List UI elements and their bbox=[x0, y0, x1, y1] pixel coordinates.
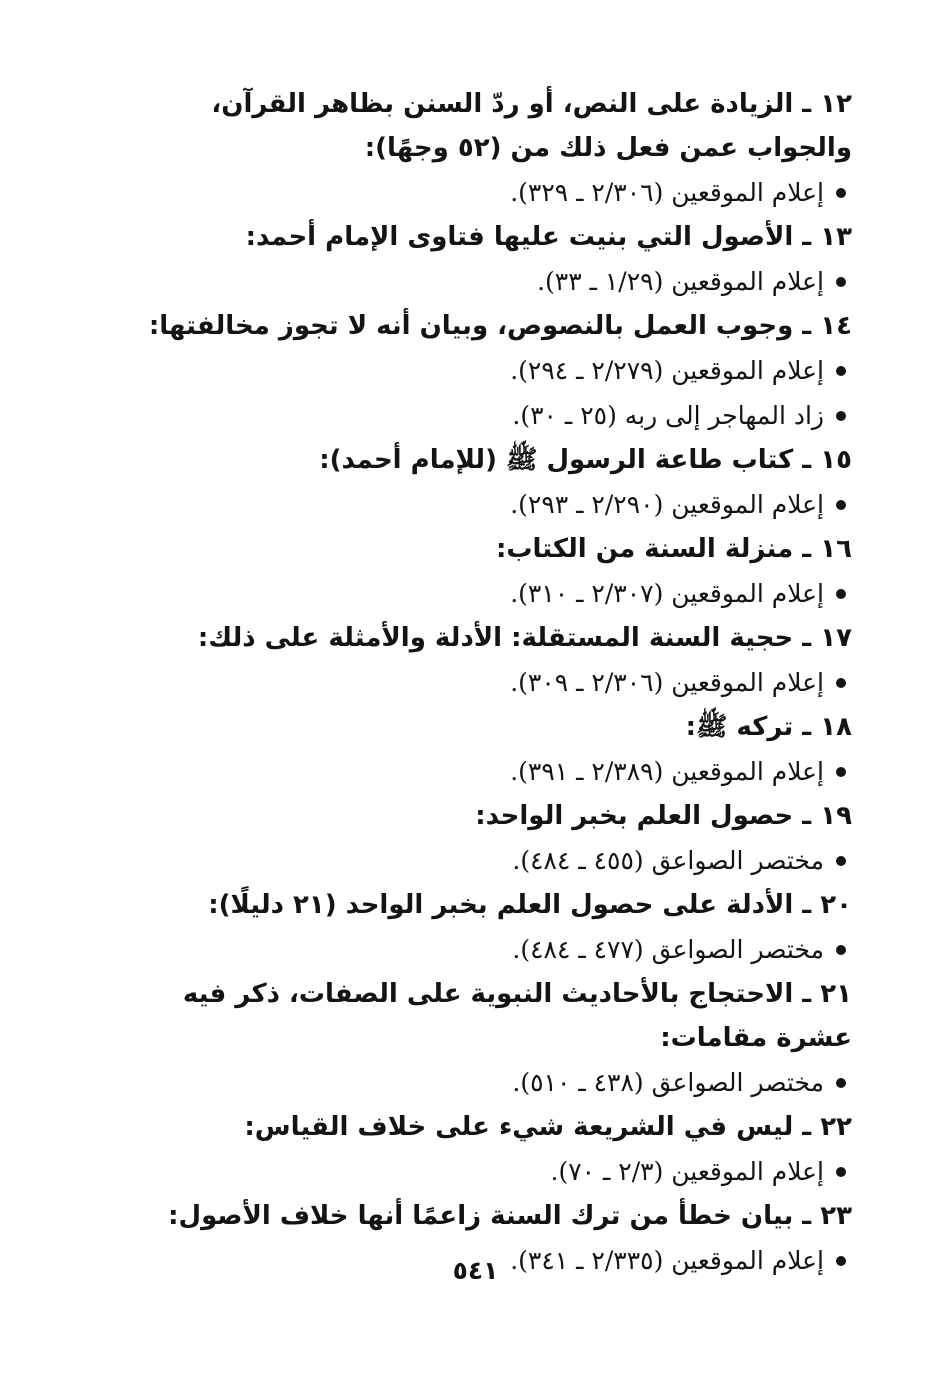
bullet-icon bbox=[836, 1167, 846, 1177]
bullet-icon bbox=[836, 188, 846, 198]
reference-text: إعلام الموقعين (٢/٢٧٩ ـ ٢٩٤). bbox=[510, 356, 824, 385]
entry-heading: ٢٠ ـ الأدلة على حصول العلم بخبر الواحد (٢١ دليلًا): bbox=[208, 890, 852, 920]
bullet-icon bbox=[836, 945, 846, 955]
page-content bbox=[100, 82, 852, 1283]
reference-text: إعلام الموقعين (٢/٣٠٦ ـ ٣٢٩). bbox=[510, 178, 824, 207]
reference-text: زاد المهاجر إلى ربه (٢٥ ـ ٣٠). bbox=[512, 401, 824, 430]
reference-item bbox=[100, 749, 852, 794]
entry-heading: ٢٢ ـ ليس في الشريعة شيء على خلاف القياس: bbox=[244, 1112, 852, 1142]
reference-item bbox=[100, 348, 852, 393]
reference-text: مختصر الصواعق (٤٧٧ ـ ٤٨٤). bbox=[512, 935, 824, 964]
entry-15 bbox=[100, 438, 852, 527]
entry-13 bbox=[100, 215, 852, 304]
reference-item bbox=[100, 170, 852, 215]
bullet-icon bbox=[836, 589, 846, 599]
reference-text: إعلام الموقعين (٢/٢٩٠ ـ ٢٩٣). bbox=[510, 490, 824, 519]
entry-20 bbox=[100, 883, 852, 972]
entry-22 bbox=[100, 1105, 852, 1194]
bullet-icon bbox=[836, 856, 846, 866]
bullet-icon bbox=[836, 411, 846, 421]
entry-heading: ١٢ ـ الزيادة على النص، أو ردّ السنن بظاهر القرآن، والجواب عمن فعل ذلك من (٥٢ وجهًا): bbox=[211, 89, 852, 163]
reference-item bbox=[100, 259, 852, 304]
reference-text: إعلام الموقعين (٢/٣٠٦ ـ ٣٠٩). bbox=[510, 668, 824, 697]
entry-heading: ١٧ ـ حجية السنة المستقلة: الأدلة والأمثلة على ذلك: bbox=[197, 623, 852, 653]
bullet-icon bbox=[836, 678, 846, 688]
entry-heading: ١٥ ـ كتاب طاعة الرسول ﷺ (للإمام أحمد): bbox=[319, 445, 852, 475]
bullet-icon bbox=[836, 1078, 846, 1088]
reference-text: مختصر الصواعق (٤٥٥ ـ ٤٨٤). bbox=[512, 846, 824, 875]
entry-heading: ٢١ ـ الاحتجاج بالأحاديث النبوية على الصفات، ذكر فيه عشرة مقامات: bbox=[182, 979, 852, 1053]
entry-16 bbox=[100, 527, 852, 616]
entry-heading: ١٩ ـ حصول العلم بخبر الواحد: bbox=[475, 801, 852, 831]
entry-heading: ١٨ ـ تركه ﷺ: bbox=[685, 712, 852, 742]
entry-heading: ١٦ ـ منزلة السنة من الكتاب: bbox=[495, 534, 852, 564]
bullet-icon bbox=[836, 277, 846, 287]
reference-item bbox=[100, 838, 852, 883]
entry-21 bbox=[100, 972, 852, 1105]
entry-14 bbox=[100, 304, 852, 438]
entry-12 bbox=[100, 82, 852, 215]
entry-heading: ١٣ ـ الأصول التي بنيت عليها فتاوى الإمام أحمد: bbox=[245, 222, 852, 252]
entry-19 bbox=[100, 794, 852, 883]
reference-text: مختصر الصواعق (٤٣٨ ـ ٥١٠). bbox=[512, 1068, 824, 1097]
reference-item bbox=[100, 660, 852, 705]
reference-item bbox=[100, 571, 852, 616]
bullet-icon bbox=[836, 366, 846, 376]
entry-18 bbox=[100, 705, 852, 794]
reference-item bbox=[100, 1149, 852, 1194]
entry-heading: ١٤ ـ وجوب العمل بالنصوص، وبيان أنه لا تجوز مخالفتها: bbox=[148, 311, 852, 341]
bullet-icon bbox=[836, 767, 846, 777]
reference-text: إعلام الموقعين (٢/٣ ـ ٧٠). bbox=[550, 1157, 824, 1186]
entry-heading: ٢٣ ـ بيان خطأ من ترك السنة زاعمًا أنها خلاف الأصول: bbox=[168, 1201, 852, 1231]
reference-text: إعلام الموقعين (٢/٣٣٥ ـ ٣٤١). bbox=[510, 1246, 824, 1275]
reference-item bbox=[100, 482, 852, 527]
reference-text: إعلام الموقعين (٢/٣٠٧ ـ ٣١٠). bbox=[510, 579, 824, 608]
reference-item bbox=[100, 1060, 852, 1105]
page-number: ٥٤١ bbox=[452, 1256, 499, 1285]
reference-item bbox=[100, 393, 852, 438]
reference-text: إعلام الموقعين (٢/٣٨٩ ـ ٣٩١). bbox=[510, 757, 824, 786]
bullet-icon bbox=[836, 500, 846, 510]
reference-text: إعلام الموقعين (١/٢٩ ـ ٣٣). bbox=[537, 267, 824, 296]
reference-item bbox=[100, 927, 852, 972]
entry-17 bbox=[100, 616, 852, 705]
